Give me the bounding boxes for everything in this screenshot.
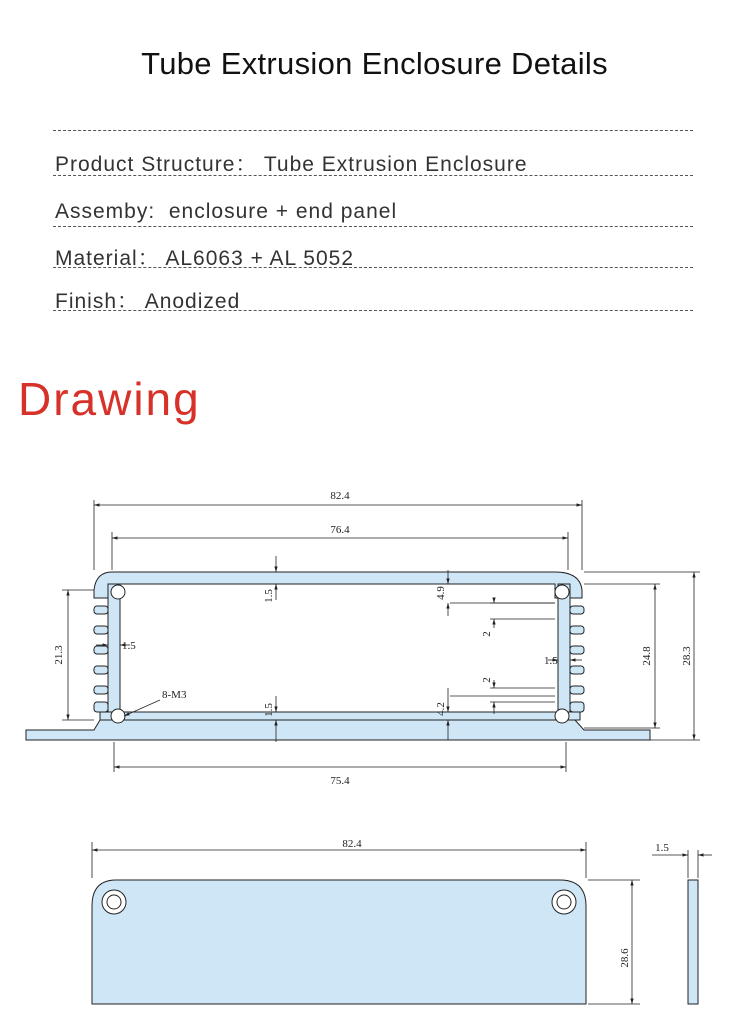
dim-bottom-width: 75.4 [330,775,350,787]
dim-inner-height: 24.8 [641,646,653,666]
spec-assembly: Assemby: enclosure + end panel [55,200,398,223]
dim-top-wall: 1.5 [263,589,275,603]
dim-panel-height: 28.6 [619,948,631,968]
dim-bottom-wall: 1.5 [263,703,275,717]
profile-top-wall [94,572,582,598]
dim-outer-height: 28.3 [681,646,693,666]
drawing-heading: Drawing [18,373,201,425]
panel-hole [107,895,121,909]
dim-inner-width: 76.4 [330,524,350,536]
spec-product-structure: Product Structure： Tube Extrusion Enclosure [55,153,528,176]
dim-panel-thickness: 1.5 [655,842,669,854]
dim-right-wall: 1.5 [544,655,558,667]
profile-fin [570,626,584,634]
screw-slot [555,585,569,599]
dim-left-wall: 1.5 [122,640,136,652]
page-title: Tube Extrusion Enclosure Details [141,46,608,81]
screw-label: 8-M3 [162,689,187,701]
profile-fin [94,686,108,694]
profile-fin [570,646,584,654]
dim-outer-width: 82.4 [330,490,350,502]
dim-bottom-slot-gap: 2 [481,677,493,683]
profile-fin [94,666,108,674]
dim-bottom-slot: 4.2 [435,702,447,716]
profile-fin [570,666,584,674]
spec-material: Material： AL6063 + AL 5052 [55,247,354,270]
screw-slot [555,709,569,723]
profile-left-wall [108,584,120,712]
profile-fin [570,606,584,614]
panel-hole [557,895,571,909]
dim-left-height: 21.3 [53,645,65,665]
dim-top-slot-gap: 2 [481,631,493,637]
screw-slot [111,585,125,599]
dim-top-slot: 4.9 [435,586,447,600]
profile-bottom-inner [100,712,580,720]
profile-right-wall [558,584,570,712]
profile-fin [94,626,108,634]
screw-slot [111,709,125,723]
profile-fin [94,646,108,654]
profile-fin [94,702,108,712]
end-panel [92,880,586,1004]
spec-finish: Finish： Anodized [55,290,241,313]
panel-side-view [688,880,698,1004]
profile-fin [94,606,108,614]
dim-panel-width: 82.4 [342,838,362,850]
profile-fin [570,686,584,694]
profile-fin [570,702,584,712]
